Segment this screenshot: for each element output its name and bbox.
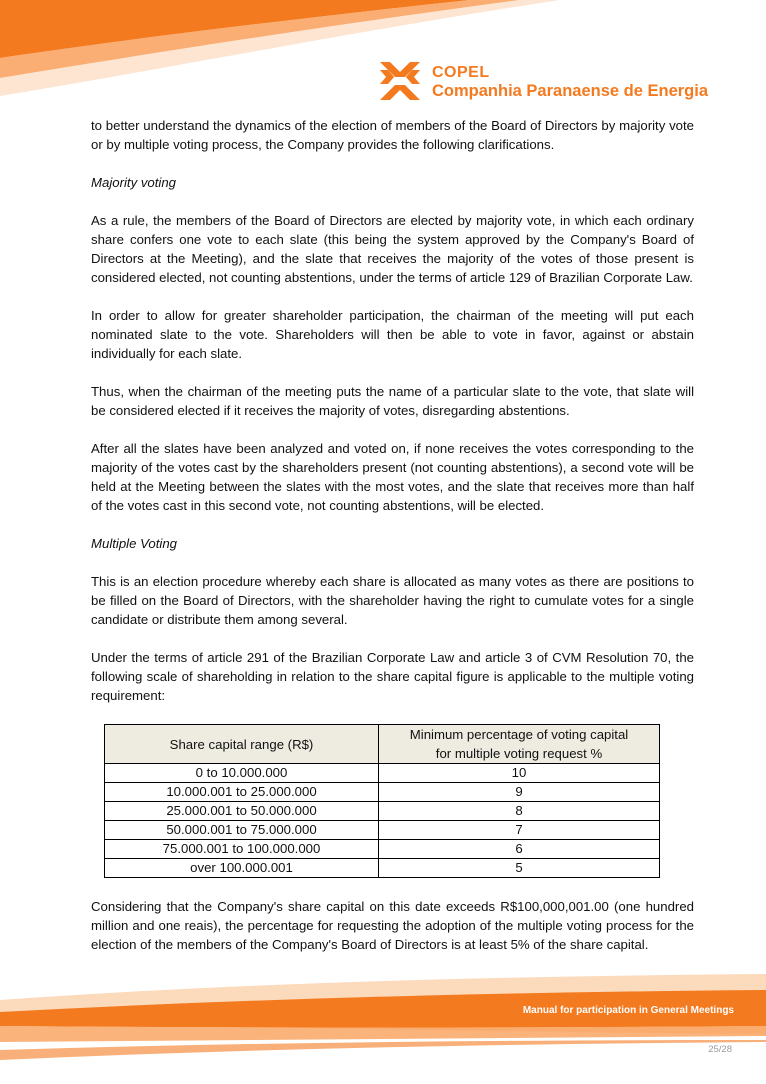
table-cell-range: 0 to 10.000.000: [105, 764, 379, 783]
logo-title: COPEL: [432, 64, 490, 81]
paragraph-majority-rule: As a rule, the members of the Board of Directors are elected by majority vote, in which each ordinary share confers one vote to each slate (this being the system approved by the Company's Board of Directors at the Meeting), and the slate that receives the majority of the votes of those present is considered elected, not counting abstentions, under the terms of article 129 of Brazilian Corporate Law.: [91, 213, 694, 285]
table-row: [105, 859, 660, 878]
heading-multiple-voting: Multiple Voting: [91, 536, 178, 551]
logo-subtitle: Companhia Paranaense de Energia: [432, 82, 709, 100]
shareholding-scale-table: [104, 724, 660, 878]
table-row: [105, 821, 660, 840]
table-header-percentage-line1: Minimum percentage of voting capital: [409, 727, 629, 742]
table-row: [105, 840, 660, 859]
table-header-range: Share capital range (R$): [105, 725, 379, 764]
paragraph-intro: to better understand the dynamics of the election of members of the Board of Directors by majority vote or by multiple voting process, the Company provides the following clarifications.: [91, 118, 694, 152]
paragraph-multiple-definition: This is an election procedure whereby each share is allocated as many votes as there are positions to be filled on the Board of Directors, with the shareholder having the right to cumulate votes for a single candidate or distribute them among several.: [91, 574, 694, 627]
table-cell-range: over 100.000.001: [105, 859, 379, 878]
table-header-percentage-line2: for multiple voting request %: [435, 746, 603, 761]
table-cell-range: 25.000.001 to 50.000.000: [105, 802, 379, 821]
table-cell-percentage: 7: [379, 821, 660, 840]
copel-logo: [378, 58, 709, 104]
document-body: [91, 116, 694, 973]
footer-title: Manual for participation in General Meetings: [522, 1005, 734, 1016]
table-cell-range: 75.000.001 to 100.000.000: [105, 840, 379, 859]
table-row: [105, 783, 660, 802]
table-row: [105, 764, 660, 783]
table-cell-percentage: 9: [379, 783, 660, 802]
paragraph-conclusion: Considering that the Company's share capital on this date exceeds R$100,000,001.00 (one hundred million and one reais), the percentage for requesting the adoption of the multiple voting process for the election of the members of the Company's Board of Directors is at least 5% of the share capital.: [91, 899, 694, 952]
table-header-percentage: [379, 725, 660, 764]
page-number: 25/28: [708, 1044, 732, 1055]
footer-swoosh: [0, 970, 766, 1084]
table-cell-percentage: 8: [379, 802, 660, 821]
paragraph-slate-vote: Thus, when the chairman of the meeting puts the name of a particular slate to the vote, that slate will be considered elected if it receives the majority of votes, disregarding abstentions.: [91, 384, 694, 418]
paragraph-participation: In order to allow for greater shareholder participation, the chairman of the meeting will put each nominated slate to the vote. Shareholders will then be able to vote in favor, against or abstain individually for each slate.: [91, 308, 694, 361]
paragraph-legal-basis: Under the terms of article 291 of the Brazilian Corporate Law and article 3 of CVM Resolution 70, the following scale of shareholding in relation to the share capital figure is applicable to the multiple voting requirement:: [91, 650, 694, 703]
copel-logo-mark-icon: [378, 60, 422, 102]
table-cell-percentage: 5: [379, 859, 660, 878]
heading-majority-voting: Majority voting: [91, 175, 177, 190]
table-cell-percentage: 6: [379, 840, 660, 859]
table-cell-percentage: 10: [379, 764, 660, 783]
table-row: [105, 802, 660, 821]
table-header-row: [105, 725, 660, 764]
table-cell-range: 10.000.001 to 25.000.000: [105, 783, 379, 802]
table-cell-range: 50.000.001 to 75.000.000: [105, 821, 379, 840]
paragraph-second-vote: After all the slates have been analyzed and voted on, if none receives the votes corresponding to the majority of the votes cast by the shareholders present (not counting abstentions), a second vote will be held at the Meeting between the slates with the most votes, and the slate that receives more than half of the votes cast in this second vote, not counting abstentions, will be elected.: [91, 441, 694, 513]
